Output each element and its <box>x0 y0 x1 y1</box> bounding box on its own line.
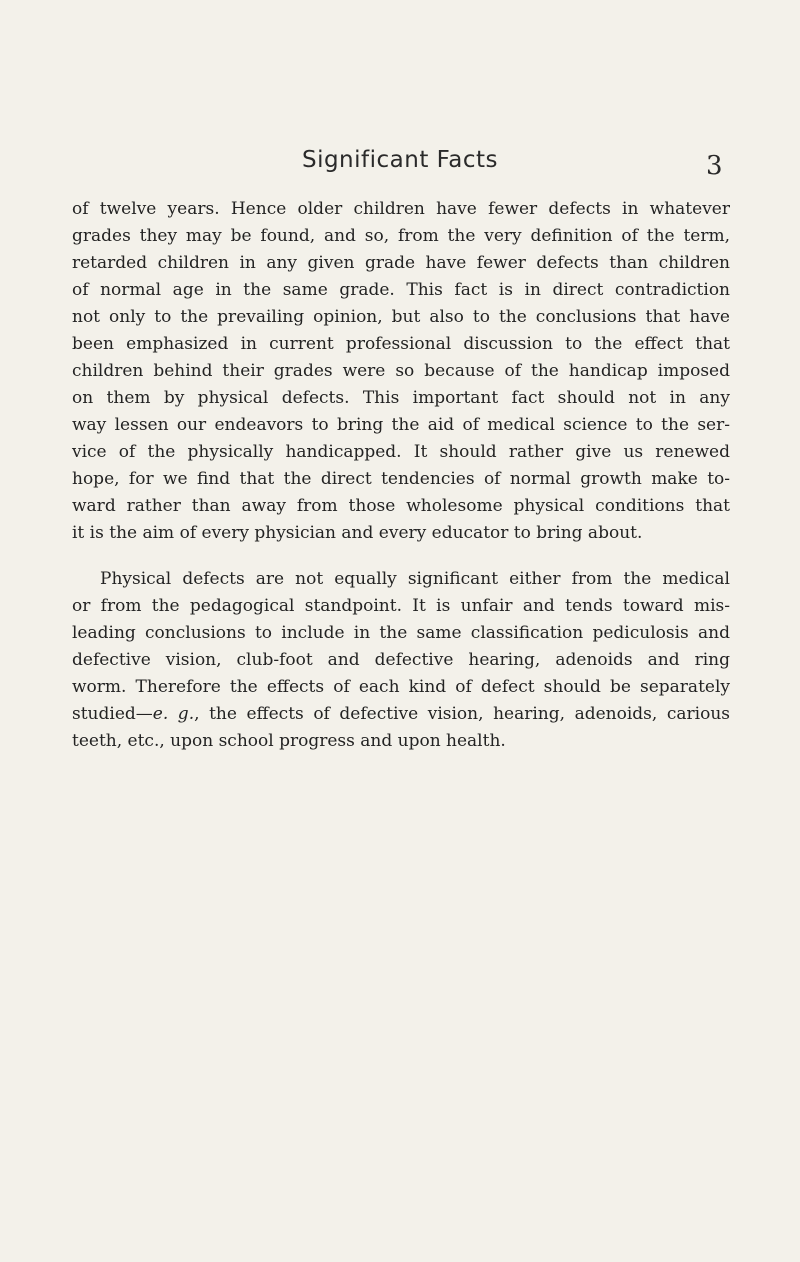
text-segment: , the effects of defective vision, hearing, adenoids, carious <box>194 704 730 724</box>
text-line: retarded children in any given grade have fewer defects than children <box>72 253 730 273</box>
text-line: been emphasized in current professional discussion to the effect that <box>72 334 730 354</box>
text-line: children behind their grades were so because of the handicap imposed <box>72 361 730 381</box>
text-line: of twelve years. Hence older children have fewer defects in whatever <box>72 199 730 219</box>
text-line: leading conclusions to include in the same classification pediculosis and <box>72 623 730 643</box>
text-segment: studied— <box>72 704 153 724</box>
text-line: vice of the physically handicapped. It should rather give us renewed <box>72 442 730 462</box>
text-line: it is the aim of every physician and every educator to bring about. <box>72 523 643 543</box>
running-head <box>0 143 800 183</box>
text-line: not only to the prevailing opinion, but also to the conclusions that have <box>72 307 730 327</box>
paragraph-2 <box>72 566 730 755</box>
text-line: teeth, etc., upon school progress and upon health. <box>72 731 506 751</box>
text-line: worm. Therefore the effects of each kind of defect should be separately <box>72 677 730 697</box>
page-number: 3 <box>706 151 723 181</box>
text-line: Physical defects are not equally significant either from the medical <box>100 569 730 589</box>
text-line: on them by physical defects. This important fact should not in any <box>72 388 730 408</box>
running-title: Significant Facts <box>301 147 499 173</box>
text-line: hope, for we find that the direct tendencies of normal growth make to- <box>72 469 730 489</box>
text-line: or from the pedagogical standpoint. It is unfair and tends toward mis- <box>72 596 730 616</box>
body-text <box>72 196 730 755</box>
italic-abbreviation: e. g. <box>152 704 195 724</box>
paragraph-1 <box>72 196 730 547</box>
text-line <box>72 701 730 728</box>
text-line: way lessen our endeavors to bring the aid of medical science to the ser- <box>72 415 730 435</box>
paragraph-gap <box>72 547 730 566</box>
text-line: ward rather than away from those wholesome physical conditions that <box>72 496 730 516</box>
text-line: defective vision, club-foot and defective hearing, adenoids and ring <box>72 650 730 670</box>
text-line: grades they may be found, and so, from the very definition of the term, <box>72 226 730 246</box>
text-line: of normal age in the same grade. This fact is in direct contradiction <box>72 280 730 300</box>
